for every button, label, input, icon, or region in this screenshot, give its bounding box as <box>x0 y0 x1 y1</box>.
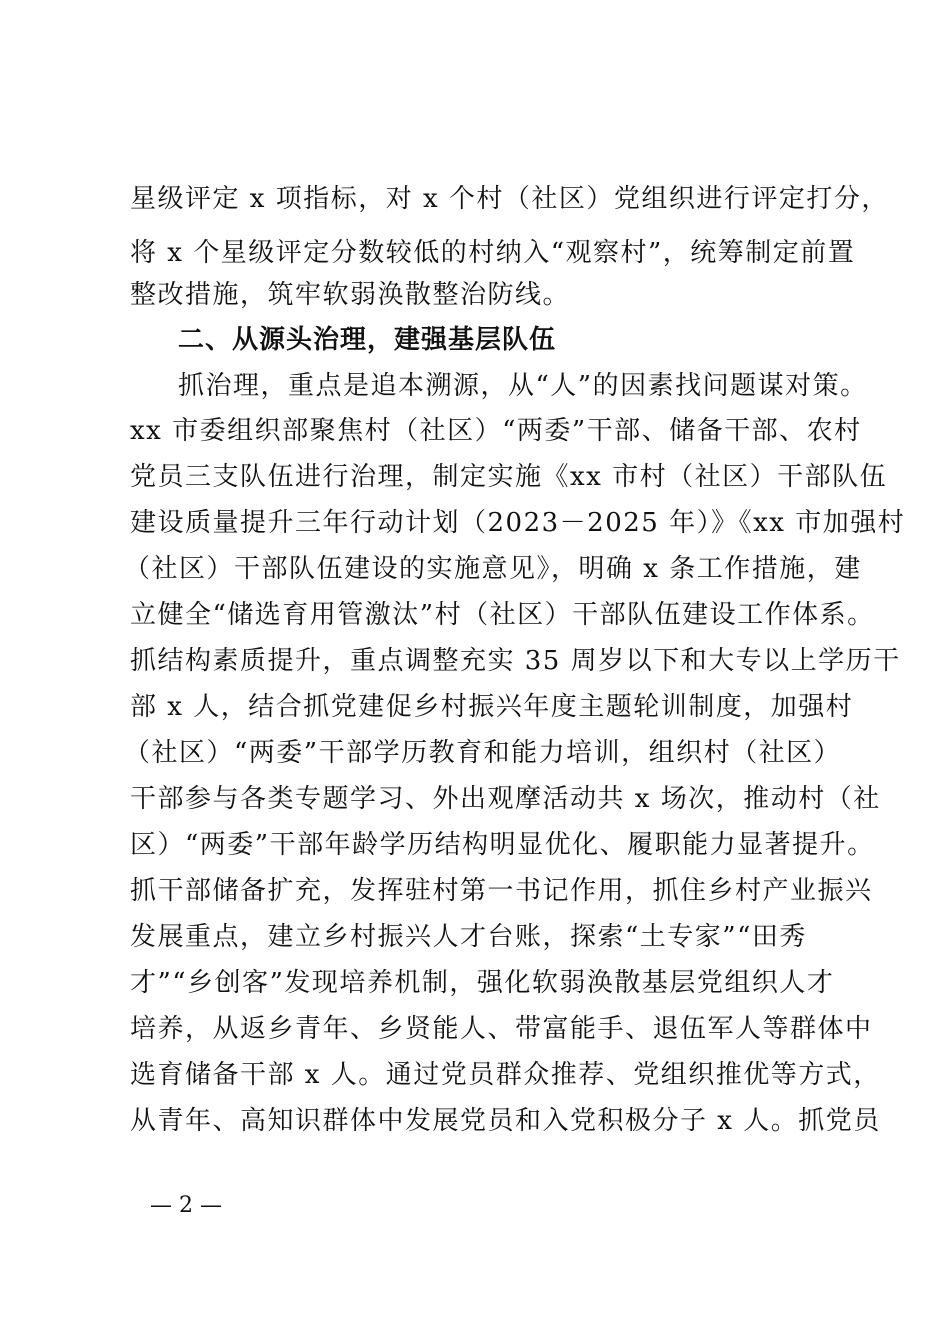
body-text-line: 立健全“储选育用管激汰”村（社区）干部队伍建设工作体系。 <box>130 600 875 630</box>
body-text-line: xx 市委组织部聚焦村（社区）“两委”干部、储备干部、农村 <box>130 416 862 446</box>
body-text-line: （社区）“两委”干部学历教育和能力培训，组织村（社区） <box>124 738 842 768</box>
page-number: — 2 — <box>150 1193 222 1218</box>
body-text-line: 培养，从返乡青年、乡贤能人、带富能手、退伍军人等群体中 <box>130 1014 873 1044</box>
section-heading: 二、从源头治理，建强基层队伍 <box>178 325 557 355</box>
body-text-line: 区）“两委”干部年龄学历结构明显优化、履职能力显著提升。 <box>130 830 875 860</box>
body-text-line: 干部参与各类专题学习、外出观摩活动共 x 场次，推动村（社 <box>130 784 881 814</box>
body-text-line: 星级评定 x 项指标，对 x 个村（社区）党组织进行评定打分， <box>130 184 889 214</box>
body-text-line: 从青年、高知识群体中发展党员和入党积极分子 x 人。抓党员 <box>130 1106 881 1136</box>
body-text-line: 选育储备干部 x 人。通过党员群众推荐、党组织推优等方式， <box>130 1060 881 1090</box>
body-text-line: 整改措施，筑牢软弱涣散整治防线。 <box>130 280 571 310</box>
body-text-line: 才”“乡创客”发现培养机制，强化软弱涣散基层党组织人才 <box>130 968 835 998</box>
body-text-line: 将 x 个星级评定分数较低的村纳入“观察村”，统筹制定前置 <box>130 238 856 268</box>
body-text-line: （社区）干部队伍建设的实施意见》，明确 x 条工作措施，建 <box>124 554 862 584</box>
body-text-line: 发展重点，建立乡村振兴人才台账，探索“土专家”“田秀 <box>130 922 807 952</box>
body-text-line: 抓干部储备扩充，发挥驻村第一书记作用，抓住乡村产业振兴 <box>130 876 873 906</box>
body-text-line: 抓结构素质提升，重点调整充实 35 周岁以下和大专以上学历干 <box>130 646 901 676</box>
body-text-line: 党员三支队伍进行治理，制定实施《xx 市村（社区）干部队伍 <box>130 462 888 492</box>
body-text-line: 部 x 人，结合抓党建促乡村振兴年度主题轮训制度，加强村 <box>130 692 854 722</box>
body-text-line: 抓治理，重点是追本溯源，从“人”的因素找问题谋对策。 <box>178 371 868 401</box>
body-text-line: 建设质量提升三年行动计划（2023－2025 年）》《xx 市加强村 <box>130 508 906 538</box>
